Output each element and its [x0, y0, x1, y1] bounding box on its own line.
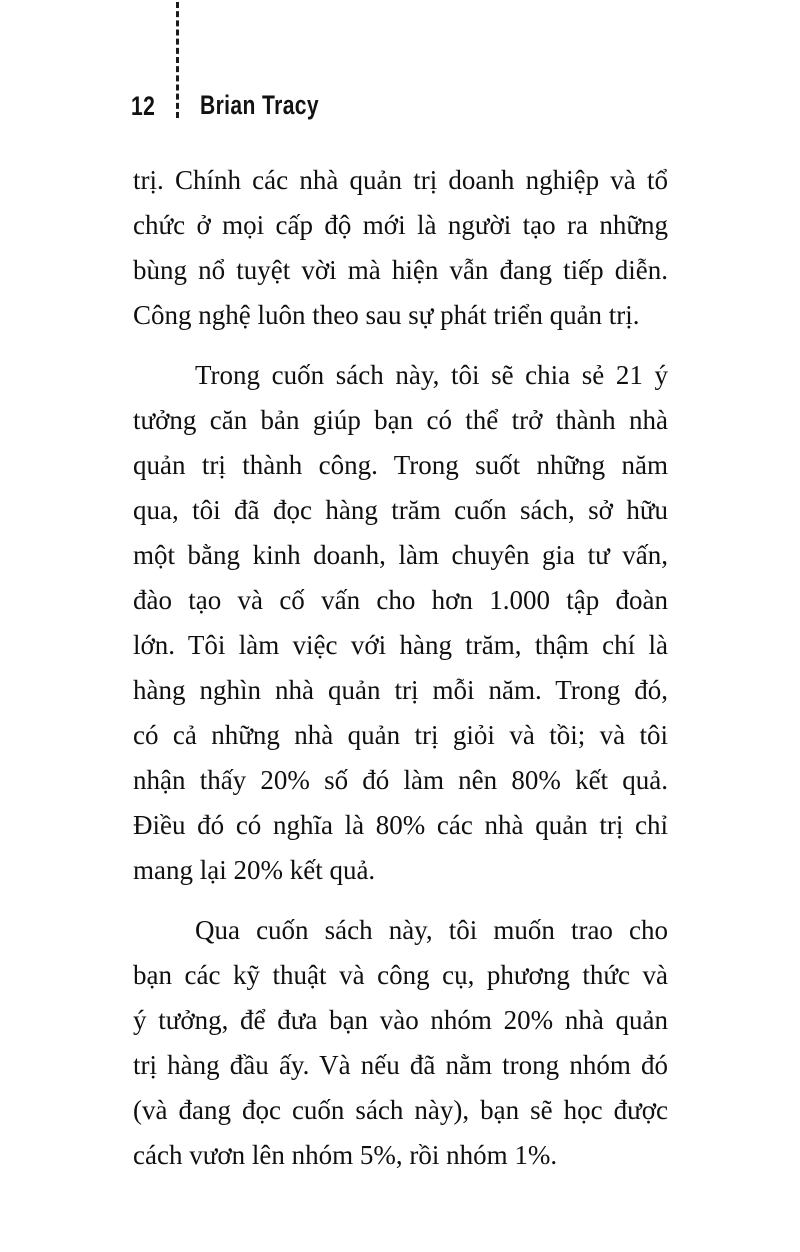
text-line: đào tạo và cố vấn cho hơn 1.000 tập đoàn — [133, 585, 668, 615]
paragraph — [133, 158, 668, 338]
text-line: có cả những nhà quản trị giỏi và tồi; và tôi — [133, 720, 668, 750]
text-line: bạn các kỹ thuật và công cụ, phương thức và — [133, 960, 668, 990]
text-line: trị hàng đầu ấy. Và nếu đã nằm trong nhóm đó — [133, 1050, 668, 1080]
text-line: trị. Chính các nhà quản trị doanh nghiệp và tổ — [133, 165, 668, 195]
text-line: (và đang đọc cuốn sách này), bạn sẽ học được — [133, 1095, 668, 1125]
text-line: Trong cuốn sách này, tôi sẽ chia sẻ 21 ý — [195, 360, 668, 390]
page-number: 12 — [131, 91, 156, 121]
dashed-divider-line — [176, 2, 179, 118]
text-line: qua, tôi đã đọc hàng trăm cuốn sách, sở hữu — [133, 495, 668, 525]
paragraph — [133, 353, 668, 893]
text-line: Điều đó có nghĩa là 80% các nhà quản trị chỉ — [133, 810, 668, 840]
text-line: cách vươn lên nhóm 5%, rồi nhóm 1%. — [133, 1140, 558, 1170]
page-body — [133, 158, 668, 1178]
text-line: Công nghệ luôn theo sau sự phát triển quản trị. — [133, 300, 640, 330]
text-line: bùng nổ tuyệt vời mà hiện vẫn đang tiếp diễn. — [133, 255, 668, 285]
text-line: tưởng căn bản giúp bạn có thể trở thành nhà — [133, 405, 668, 435]
text-line: nhận thấy 20% số đó làm nên 80% kết quả. — [133, 765, 668, 795]
text-line: quản trị thành công. Trong suốt những năm — [133, 450, 668, 480]
running-header-author: Brian Tracy — [200, 90, 320, 120]
text-line: chức ở mọi cấp độ mới là người tạo ra những — [133, 210, 668, 240]
text-line: mang lại 20% kết quả. — [133, 855, 376, 885]
text-line: lớn. Tôi làm việc với hàng trăm, thậm chí là — [133, 630, 668, 660]
text-line: Qua cuốn sách này, tôi muốn trao cho — [195, 915, 668, 945]
text-line: hàng nghìn nhà quản trị mỗi năm. Trong đó, — [133, 675, 668, 705]
text-line: một bằng kinh doanh, làm chuyên gia tư vấn, — [133, 540, 668, 570]
paragraph — [133, 908, 668, 1178]
text-line: ý tưởng, để đưa bạn vào nhóm 20% nhà quản — [133, 1005, 668, 1035]
